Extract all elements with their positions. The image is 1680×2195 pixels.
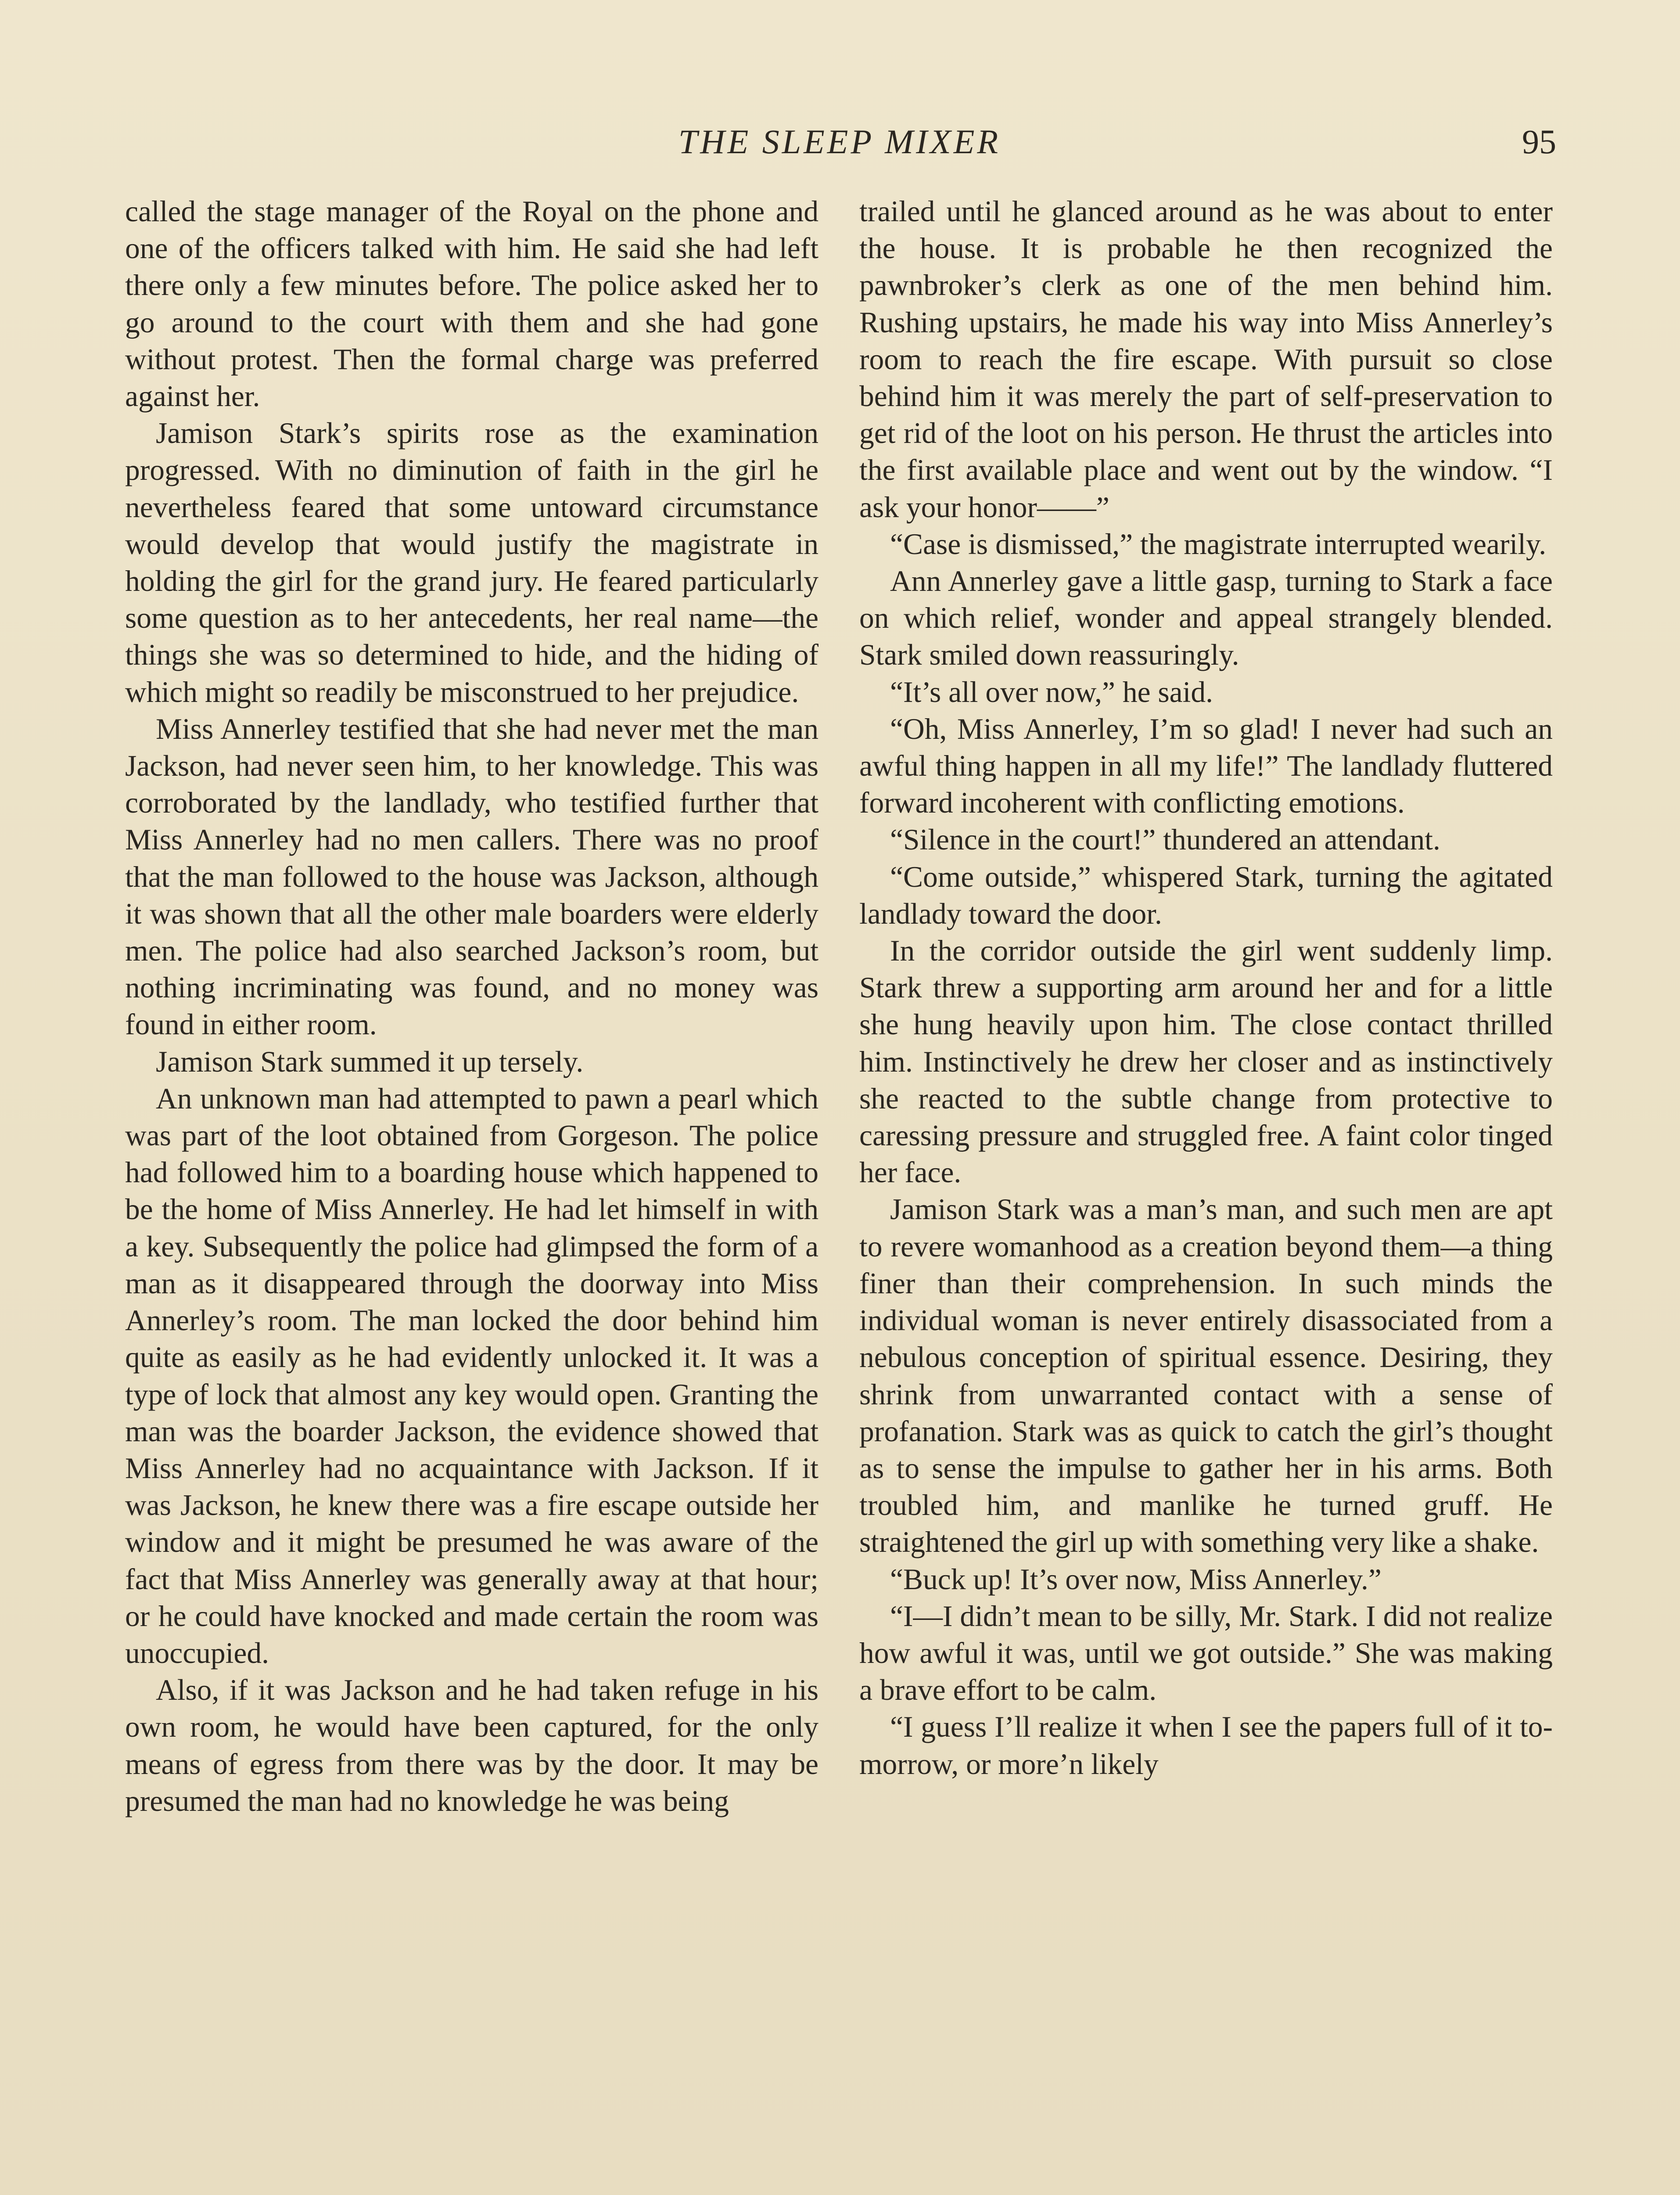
paragraph: Ann Annerley gave a little gasp, turning to Stark a face on which relief, wonder and appeal strangely blended. Stark smiled down reassuringly. bbox=[859, 565, 1553, 672]
paragraph: “Silence in the court!” thundered an attendant. bbox=[890, 823, 1440, 856]
paragraph: Jamison Stark was a man’s man, and such men are apt to revere womanhood as a creation beyond them—a thing finer than their comprehension. In such minds the individual woman is never entirely disassociated from a nebulous conception of spiritual essence. Desiring, they shrink from unwarranted contact with a sense of profanation. Stark was as quick to catch the girl’s thought as to sense the impulse to gather her in his arms. Both troubled him, and manlike he turned gruff. He straightened the girl up with something very like a shake. bbox=[859, 1193, 1553, 1559]
paragraph: “Case is dismissed,” the magistrate interrupted wearily. bbox=[890, 527, 1547, 561]
paragraph: In the corridor outside the girl went suddenly limp. Stark threw a supporting arm around her and for a little she hung heavily upon him. The close contact thrilled him. Instinctively he drew her closer and as instinctively she reacted to the subtle change from protective to caressing pressure and struggled free. A faint color tinged her face. bbox=[859, 934, 1553, 1189]
running-title: THE SLEEP MIXER bbox=[678, 122, 1001, 161]
left-text-column bbox=[125, 193, 818, 2195]
paragraph: “Buck up! It’s over now, Miss Annerley.” bbox=[890, 1562, 1382, 1596]
paragraph: “I—I didn’t mean to be silly, Mr. Stark. I did not realize how awful it was, until we got outside.” She was making a brave effort to be calm. bbox=[859, 1599, 1553, 1707]
paragraph: Also, if it was Jackson and he had taken refuge in his own room, he would have been captured, for the only means of egress from there was by the door. It may be presumed the man had no knowledge he was being bbox=[125, 1673, 818, 1817]
running-head bbox=[123, 118, 1556, 166]
paragraph: “I guess I’ll realize it when I see the papers full of it to-morrow, or more’n likely bbox=[859, 1710, 1553, 1781]
paragraph: “Come outside,” whispered Stark, turning the agitated landlady toward the door. bbox=[859, 860, 1553, 930]
paragraph: Jamison Stark’s spirits rose as the examination progressed. With no diminution of faith in the girl he nevertheless feared that some untoward circumstance would develop that would justify the magistrate in holding the girl for the grand jury. He feared particularly some question as to her antecedents, her real name—the things she was so determined to hide, and the hiding of which might so readily be misconstrued to her prejudice. bbox=[125, 417, 818, 709]
right-text-column bbox=[859, 193, 1553, 2195]
paragraph: called the stage manager of the Royal on the phone and one of the officers talked with him. He said she had left there only a few minutes before. The police asked her to go around to the court with them and she had gone without protest. Then the formal charge was preferred against her. bbox=[125, 195, 818, 413]
paragraph: Miss Annerley testified that she had never met the man Jackson, had never seen him, to her knowledge. This was corroborated by the landlady, who testified further that Miss Annerley had no men callers. There was no proof that the man followed to the house was Jackson, although it was shown that all the other male boarders were elderly men. The police had also searched Jackson’s room, but nothing incriminating was found, and no money was found in either room. bbox=[125, 712, 818, 1041]
paragraph: trailed until he glanced around as he was about to enter the house. It is probable he then recognized the pawnbroker’s clerk as one of the men behind him. Rushing upstairs, he made his way into Miss Annerley’s room to reach the fire escape. With pursuit so close behind him it was merely the part of self-preservation to get rid of the loot on his person. He thrust the articles into the first available place and went out by the window. “I ask your honor——” bbox=[859, 195, 1553, 524]
paragraph: “Oh, Miss Annerley, I’m so glad! I never had such an awful thing happen in all my life!” The landlady fluttered forward incoherent with conflicting emotions. bbox=[859, 712, 1553, 820]
paragraph: Jamison Stark summed it up tersely. bbox=[156, 1045, 584, 1078]
paragraph: An unknown man had attempted to pawn a pearl which was part of the loot obtained from Gorgeson. The police had followed him to a boarding house which happened to be the home of Miss Annerley. He had let himself in with a key. Subsequently the police had glimpsed the form of a man as it disappeared through the doorway into Miss Annerley’s room. The man locked the door behind him quite as easily as he had evidently unlocked it. It was a type of lock that almost any key would open. Granting the man was the boarder Jackson, the evidence showed that Miss Annerley had no acquaintance with Jackson. If it was Jackson, he knew there was a fire escape outside her window and it might be presumed he was aware of the fact that Miss Annerley was generally away at that hour; or he could have knocked and made certain the room was unoccupied. bbox=[125, 1082, 818, 1670]
page-number: 95 bbox=[1522, 122, 1556, 161]
paragraph: “It’s all over now,” he said. bbox=[890, 675, 1213, 709]
